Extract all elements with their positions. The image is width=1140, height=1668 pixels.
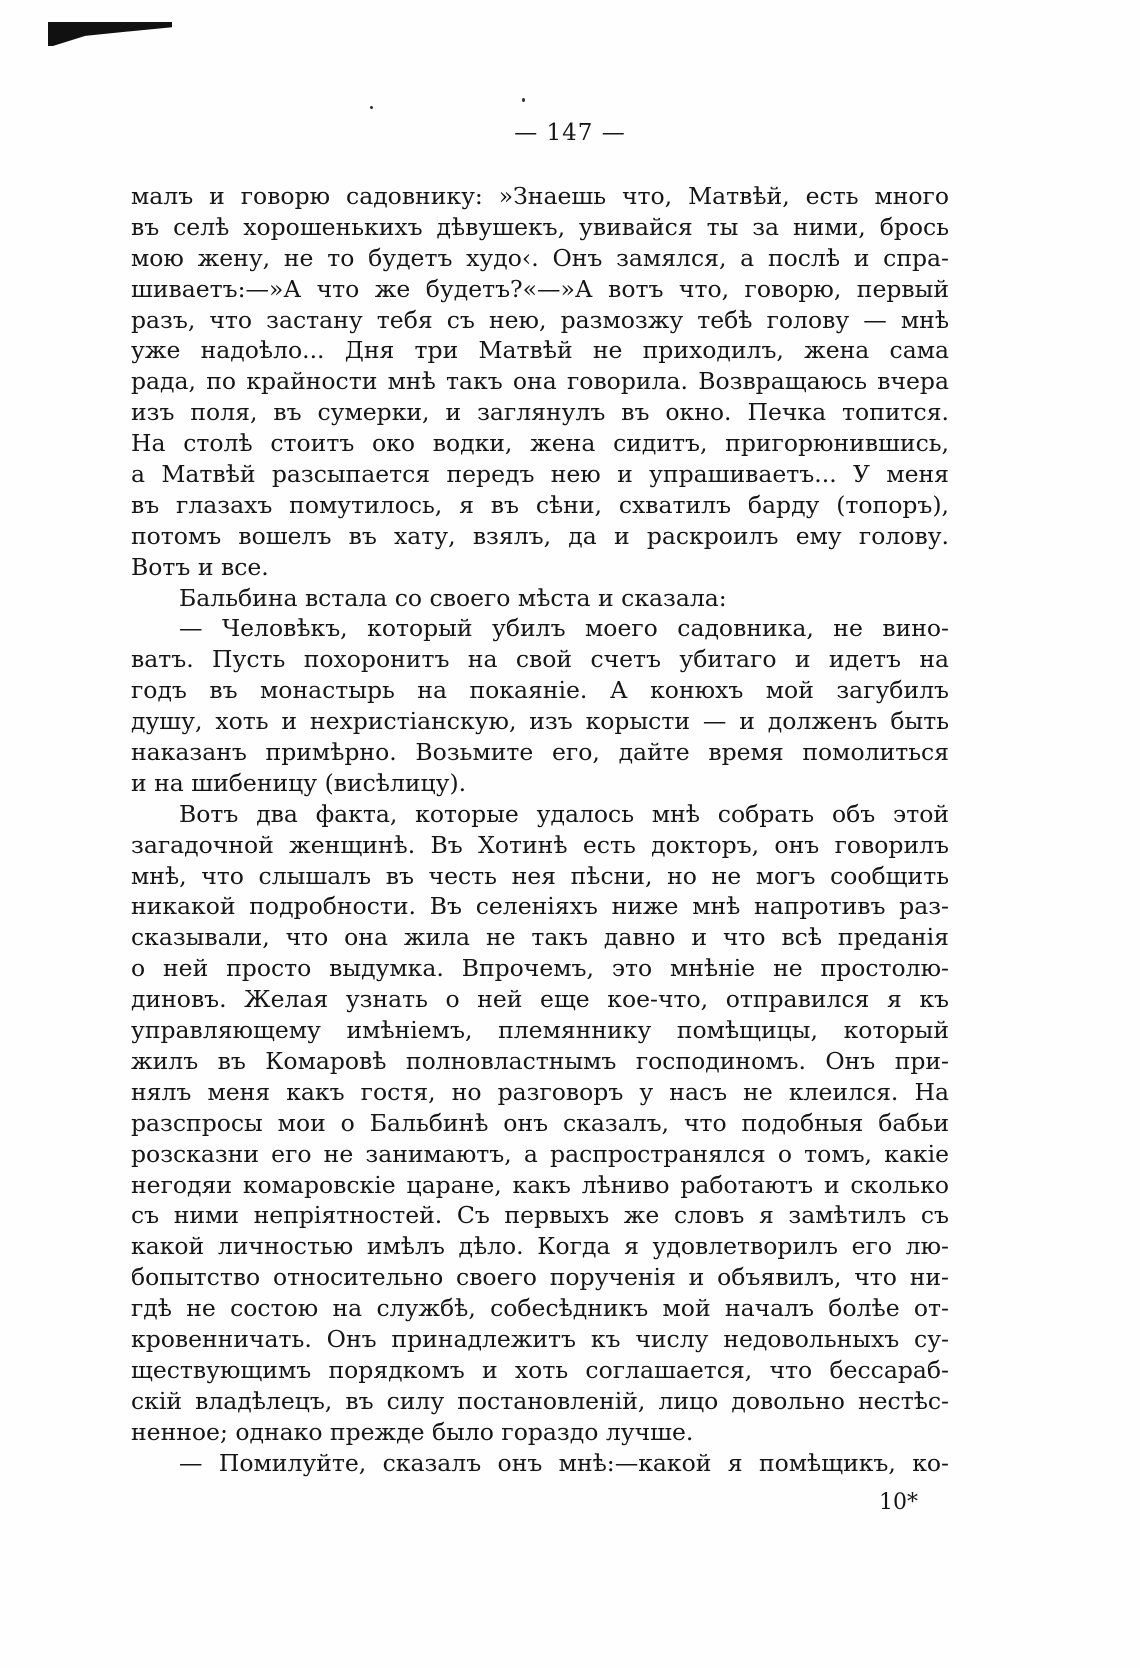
text-line: ненное; однако прежде было гораздо лучше.: [131, 1417, 694, 1446]
text-line: сказывали, что она жила не такъ давно и что всѣ преданія: [131, 923, 949, 952]
text-line: о ней просто выдумка. Впрочемъ, это мнѣніе не простолю-: [131, 954, 949, 983]
signature-mark: 10*: [879, 1490, 918, 1515]
text-line: малъ и говорю садовнику: »Знаешь что, Матвѣй, есть много: [131, 182, 949, 210]
text-line: бопытство относительно своего порученія и объявилъ, что ни-: [131, 1263, 949, 1292]
text-line: и на шибеницу (висѣлицу).: [131, 768, 467, 797]
body-text: [131, 181, 949, 1478]
text-line: уже надоѣло... Дня три Матвѣй не приходилъ, жена сама: [131, 336, 949, 365]
text-line: ществующимъ порядкомъ и хоть соглашается, что бессараб-: [131, 1355, 949, 1384]
text-line: годъ въ монастырь на покаяніе. А конюхъ мой загубилъ: [131, 676, 949, 705]
text-line: загадочной женщинѣ. Въ Хотинѣ есть докторъ, онъ говорилъ: [131, 830, 949, 859]
text-line: какой личностью имѣлъ дѣло. Когда я удовлетворилъ его лю-: [131, 1232, 949, 1261]
text-line: рада, по крайности мнѣ такъ она говорила. Возвращаюсь вчера: [131, 367, 949, 396]
text-line: На столѣ стоитъ око водки, жена сидитъ, пригорюнившись,: [131, 429, 949, 458]
scan-artifact: [48, 22, 172, 46]
text-line: диновъ. Желая узнать о ней еще кое-что, отправился я къ: [131, 985, 949, 1014]
text-line: негодяи комаровскіе царане, какъ лѣниво работаютъ и сколько: [131, 1170, 949, 1199]
text-line: съ ними непріятностей. Съ первыхъ же словъ я замѣтилъ съ: [131, 1201, 949, 1230]
scan-speck: [370, 106, 373, 109]
text-line: нялъ меня какъ гостя, но разговоръ у насъ не клеился. На: [131, 1077, 949, 1106]
text-line: никакой подробности. Въ селеніяхъ ниже мнѣ напротивъ раз-: [131, 892, 949, 921]
text-line: разъ, что застану тебя съ нею, размозжу тебѣ голову — мнѣ: [131, 305, 949, 334]
text-line: — Помилуйте, сказалъ онъ мнѣ:—какой я помѣщикъ, ко-: [179, 1448, 949, 1477]
text-line: душу, хоть и нехристіанскую, изъ корысти — и долженъ быть: [131, 707, 949, 736]
text-line: мою жену, не то будетъ худо‹. Онъ замялся, а послѣ и спра-: [131, 243, 949, 272]
text-line: Бальбина встала со своего мѣста и сказала:: [179, 583, 727, 612]
text-line: — Человѣкъ, который убилъ моего садовника, не вино-: [179, 614, 949, 643]
text-line: жилъ въ Комаровѣ полновластнымъ господиномъ. Онъ при-: [131, 1046, 949, 1075]
text-line: Вотъ и все.: [131, 552, 269, 581]
text-line: ватъ. Пусть похоронитъ на свой счетъ убитаго и идетъ на: [131, 645, 949, 674]
text-line: скій владѣлецъ, въ силу постановленій, лицо довольно нестѣс-: [131, 1386, 949, 1415]
text-line: Вотъ два факта, которые удалось мнѣ собрать объ этой: [179, 799, 949, 828]
text-line: шиваетъ:—»А что же будетъ?«—»А вотъ что, говорю, первый: [131, 274, 949, 303]
text-line: кровенничать. Онъ принадлежитъ къ числу недовольныхъ су-: [131, 1324, 949, 1353]
page-number: — 147 —: [514, 120, 626, 146]
text-line: а Матвѣй разсыпается передъ нею и упрашиваетъ... У меня: [131, 460, 949, 489]
text-line: управляющему имѣніемъ, племяннику помѣщицы, который: [131, 1016, 949, 1045]
text-line: наказанъ примѣрно. Возьмите его, дайте время помолиться: [131, 738, 949, 767]
text-line: въ селѣ хорошенькихъ дѣвушекъ, увивайся ты за ними, брось: [131, 212, 949, 241]
text-line: изъ поля, въ сумерки, и заглянулъ въ окно. Печка топится.: [131, 398, 949, 427]
text-line: мнѣ, что слышалъ въ честь нея пѣсни, но не могъ сообщить: [131, 861, 949, 890]
text-line: гдѣ не состою на службѣ, собесѣдникъ мой началъ болѣе от-: [131, 1294, 949, 1323]
text-line: разспросы мои о Бальбинѣ онъ сказалъ, что подобныя бабьи: [131, 1108, 949, 1137]
text-line: потомъ вошелъ въ хату, взялъ, да и раскроилъ ему голову.: [131, 521, 949, 550]
text-line: въ глазахъ помутилось, я въ сѣни, схватилъ барду (топоръ),: [131, 490, 949, 519]
text-line: розсказни его не занимаютъ, а распространялся о томъ, какіе: [131, 1139, 949, 1168]
scan-speck: [522, 98, 525, 102]
